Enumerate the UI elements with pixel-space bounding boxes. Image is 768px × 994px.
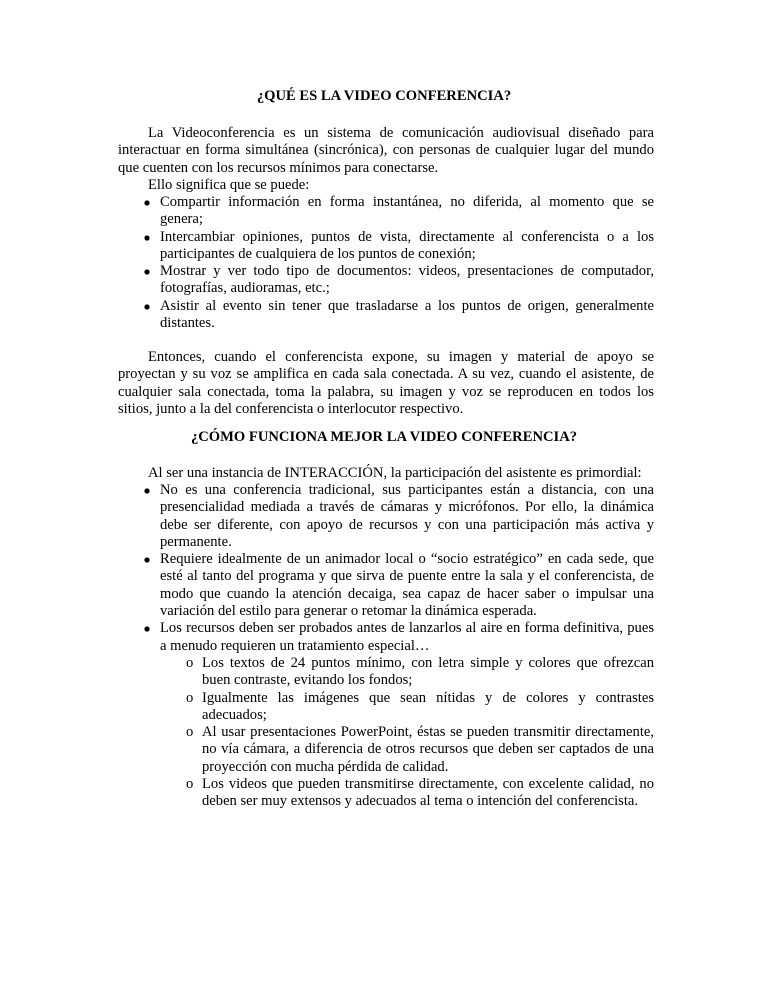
list-item [118, 263, 654, 298]
list-item [118, 194, 654, 229]
sublist-item-text: Al usar presentaciones PowerPoint, éstas se pueden transmitir directamente, no vía cámara, a diferencia de otros recursos que deben ser captados de una proyección con mucha pérdida de calidad. [202, 724, 654, 775]
hollow-bullet-icon: o [186, 776, 194, 793]
sublist-item-text: Los textos de 24 puntos mínimo, con letra simple y colores que ofrezcan buen contraste, evitando los fondos; [202, 654, 654, 689]
sublist-item-text: Igualmente las imágenes que sean nítidas y de colores y contrastes adecuados; [202, 689, 654, 723]
hollow-bullet-icon: o [186, 654, 194, 671]
bullet-icon [144, 194, 150, 206]
list-item [118, 482, 654, 551]
interaction-lead: Al ser una instancia de INTERACCIÓN, la participación del asistente es primordial: [148, 465, 642, 481]
sublist-item [160, 690, 654, 725]
explanation-paragraph: Entonces, cuando el conferencista expone, su imagen y material de apoyo se proyectan y su voz se amplifica en cada sala conectada. A su vez, cuando el asistente, de cualquier sala conectada, toma la palabra, su imagen y voz se reproducen en todos los sitios, junto a la del conferencista o interlocutor respectivo. [118, 349, 654, 417]
heading-how-it-works: ¿CÓMO FUNCIONA MEJOR LA VIDEO CONFERENCIA? [190, 429, 578, 445]
sublist-item [160, 724, 654, 776]
hollow-bullet-icon: o [186, 724, 194, 741]
list-item [118, 298, 654, 333]
intro-paragraph: La Videoconferencia es un sistema de comunicación audiovisual diseñado para interactuar en forma simultánea (sincrónica), con personas de cualquier lugar del mundo que cuenten con los recursos mínimos para conectarse. [118, 125, 654, 176]
resources-sublist [160, 655, 654, 811]
bullet-icon [144, 620, 150, 632]
hollow-bullet-icon: o [186, 689, 194, 706]
list-item-text: Intercambiar opiniones, puntos de vista, directamente al conferencista o a los participantes de cualquiera de los puntos de conexión; [160, 228, 654, 262]
bullet-icon [144, 551, 150, 563]
lead-paragraph: Ello significa que se puede: [148, 177, 310, 193]
list-item-text: Los recursos deben ser probados antes de lanzarlos al aire en forma definitiva, pues a menudo requieren un tratamiento especial… [160, 620, 654, 654]
list-item-text: Requiere idealmente de un animador local o “socio estratégico” en cada sede, que esté al tanto del programa y que sirva de puente entre la sala y el conferencista, de modo que cuando la atención decaiga, sea capaz de hacer saber o impulsar una variación del estilo para generar o retomar la dinámica esperada. [160, 551, 654, 620]
list-item [118, 620, 654, 810]
list-item-text: Asistir al evento sin tener que trasladarse a los puntos de origen, generalmente distantes. [160, 297, 654, 332]
sublist-item [160, 655, 654, 690]
sublist-item-text: Los videos que pueden transmitirse directamente, con excelente calidad, no deben ser muy extensos y adecuados al tema o intención del conferencista. [202, 776, 654, 810]
recommendations-list [118, 482, 654, 811]
capabilities-list [118, 194, 654, 332]
list-item-text: Mostrar y ver todo tipo de documentos: videos, presentaciones de computador, fotografías, audioramas, etc.; [160, 263, 654, 297]
list-item [118, 551, 654, 620]
bullet-icon [144, 298, 150, 310]
list-item-text: No es una conferencia tradicional, sus participantes están a distancia, con una presencialidad mediada a través de cámaras y micrófonos. Por ello, la dinámica debe ser diferente, con apoyo de recursos y con una participación más activa y permanente. [160, 482, 654, 550]
heading-what-is: ¿QUÉ ES LA VIDEO CONFERENCIA? [256, 88, 512, 104]
list-item [118, 229, 654, 264]
sublist-item [160, 776, 654, 811]
bullet-icon [144, 229, 150, 241]
list-item-text: Compartir información en forma instantánea, no diferida, al momento que se genera; [160, 194, 654, 228]
bullet-icon [144, 263, 150, 275]
bullet-icon [144, 482, 150, 494]
